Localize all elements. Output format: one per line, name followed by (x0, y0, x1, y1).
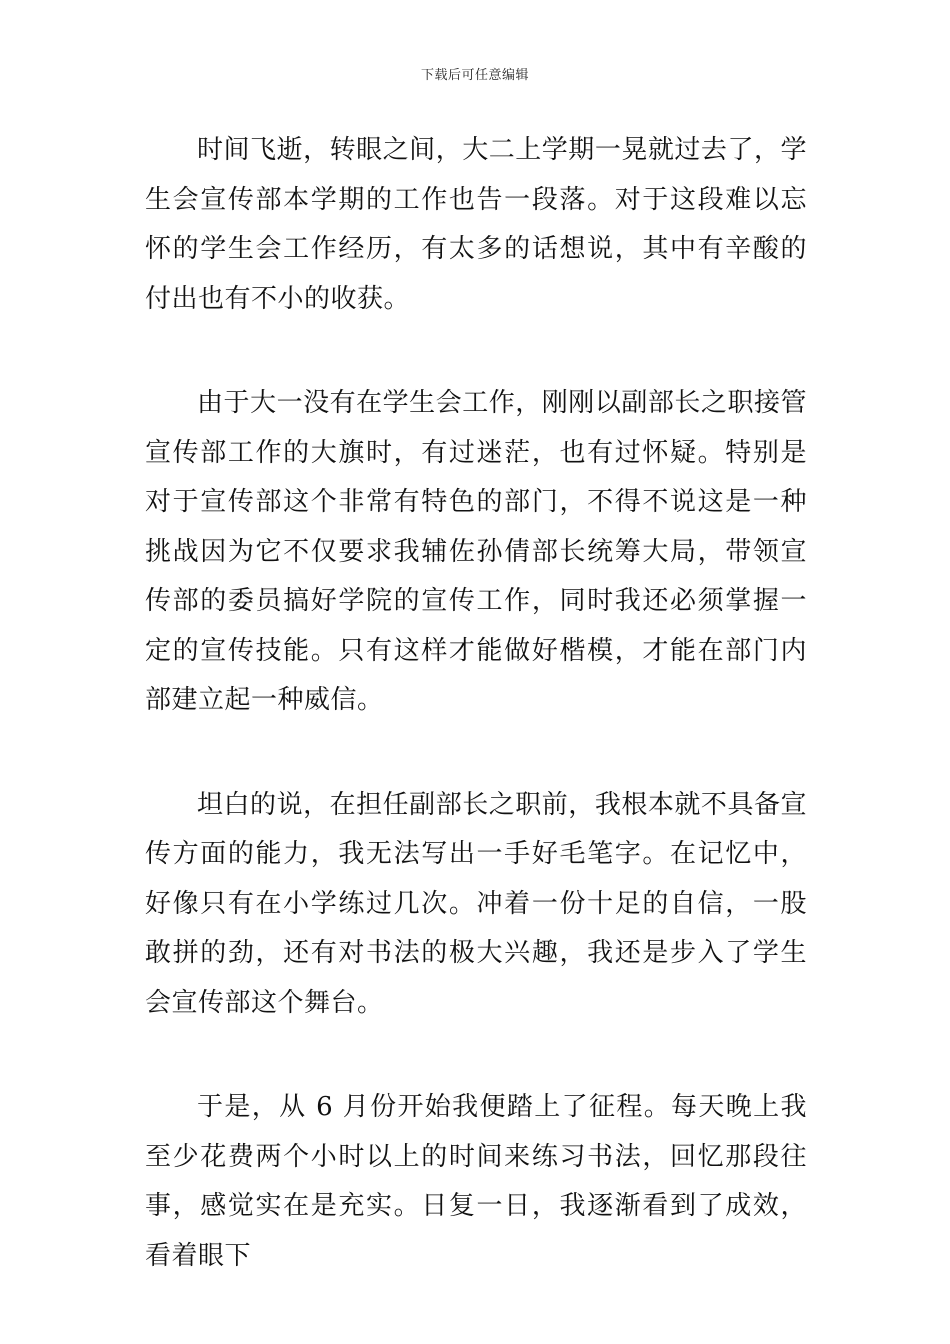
paragraph-2: 由于大一没有在学生会工作，刚刚以副部长之职接管宣传部工作的大旗时，有过迷茫，也有过怀疑。特别是对于宣传部这个非常有特色的部门，不得不说这是一种挑战因为它不仅要求我辅佐孙倩部长统筹大局，带领宣传部的委员搞好学院的宣传工作，同时我还必须掌握一定的宣传技能。只有这样才能做好楷模，才能在部门内部建立起一种威信。 (145, 388, 807, 715)
paragraph-3: 坦白的说，在担任副部长之职前，我根本就不具备宣传方面的能力，我无法写出一手好毛笔字。在记忆中，好像只有在小学练过几次。冲着一份十足的自信，一股敢拼的劲，还有对书法的极大兴趣，我还是步入了学生会宣传部这个舞台。 (145, 789, 807, 1018)
paragraph-1: 时间飞逝，转眼之间，大二上学期一晃就过去了，学生会宣传部本学期的工作也告一段落。对于这段难以忘怀的学生会工作经历，有太多的话想说，其中有辛酸的付出也有不小的收获。 (145, 135, 807, 314)
paragraph-4: 于是，从 6 月份开始我便踏上了征程。每天晚上我至少花费两个小时以上的时间来练习书法，回忆那段往事，感觉实在是充实。日复一日，我逐渐看到了成效，看着眼下 (145, 1092, 807, 1271)
document-body (145, 126, 807, 1281)
header-note: 下载后可任意编辑 (420, 68, 529, 83)
